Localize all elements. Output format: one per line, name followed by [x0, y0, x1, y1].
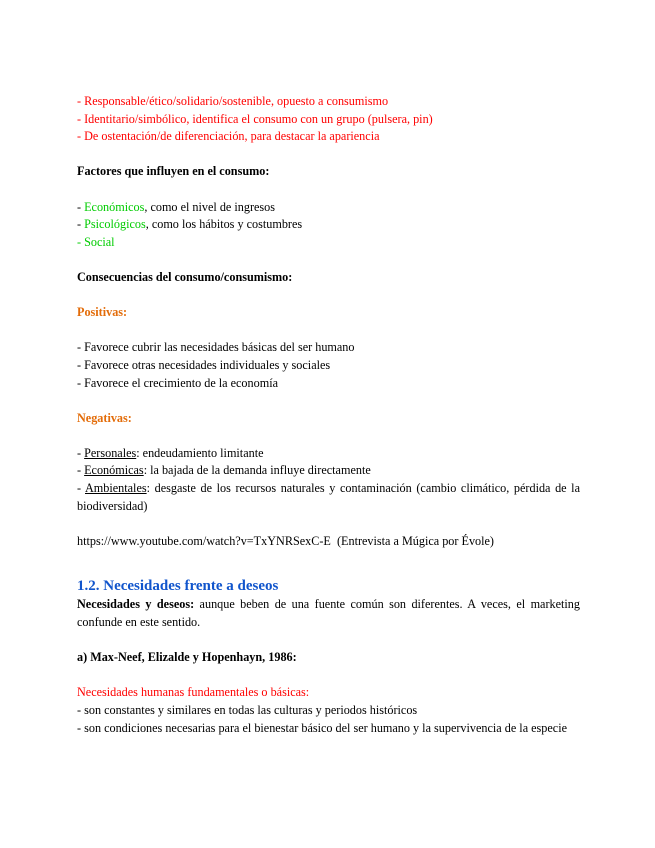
subheading: a) Max-Neef, Elizalde y Hopenhayn, 1986:: [77, 650, 297, 665]
video-note: (Entrevista a Múgica por Évole): [330, 533, 494, 548]
factor-item: - Económicos, como el nivel de ingresos: [77, 199, 276, 214]
consumo-type-item: - De ostentación/de diferenciación, para destacar la apariencia: [77, 129, 380, 144]
consecuencias-heading: Consecuencias del consumo/consumismo:: [77, 269, 293, 284]
factor-term: Psicológicos: [84, 217, 146, 232]
negativa-item: - Ambientales: desgaste de los recursos naturales y contaminación (cambio climático, pérdida de la biodiversidad): [77, 481, 580, 513]
section-title: 1.2. Necesidades frente a deseos: [77, 578, 279, 595]
factor-term: Económicos: [84, 199, 145, 214]
factor-item: - Social: [77, 234, 115, 249]
factores-heading: Factores que influyen en el consumo:: [77, 164, 270, 179]
positiva-item: - Favorece el crecimiento de la economía: [77, 375, 278, 390]
consumo-type-item: - Responsable/ético/solidario/sostenible, opuesto a consumismo: [77, 94, 389, 108]
negativas-heading: Negativas:: [77, 410, 132, 425]
positiva-item: - Favorece otras necesidades individuales y sociales: [77, 357, 331, 372]
needs-item: - son condiciones necesarias para el bienestar básico del ser humano y la supervivencia de la especie: [77, 720, 568, 735]
consumo-type-item: - Identitario/simbólico, identifica el consumo con un grupo (pulsera, pin): [77, 111, 433, 126]
video-link[interactable]: https://www.youtube.com/watch?v=TxYNRSexC-E: [77, 533, 331, 548]
positivas-heading: Positivas:: [77, 305, 128, 320]
section-intro-term: Necesidades y deseos:: [77, 597, 195, 612]
positivas-list: [77, 339, 580, 392]
negativa-term: Personales: [84, 445, 137, 460]
positiva-item: - Favorece cubrir las necesidades básicas del ser humano: [77, 340, 355, 355]
needs-list: [77, 702, 580, 737]
negativas-list: [77, 445, 580, 515]
negativa-item: - Económicas: la bajada de la demanda influye directamente: [77, 463, 371, 478]
needs-item: - son constantes y similares en todas las culturas y periodos históricos: [77, 703, 418, 717]
factores-list: [77, 199, 580, 252]
negativa-term: Económicas: [84, 463, 144, 478]
section-intro: Necesidades y deseos: aunque beben de una fuente común son diferentes. A veces, el marketing confunde en este sentido.: [77, 597, 580, 630]
needs-heading: Necesidades humanas fundamentales o básicas:: [77, 685, 310, 700]
negativa-term: Ambientales: [85, 481, 147, 496]
document-page: [77, 93, 580, 737]
video-reference: [77, 533, 580, 551]
negativa-item: - Personales: endeudamiento limitante: [77, 445, 264, 460]
consumo-types-list: [77, 93, 580, 146]
factor-term: Social: [84, 234, 115, 249]
factor-item: - Psicológicos, como los hábitos y costumbres: [77, 217, 303, 232]
